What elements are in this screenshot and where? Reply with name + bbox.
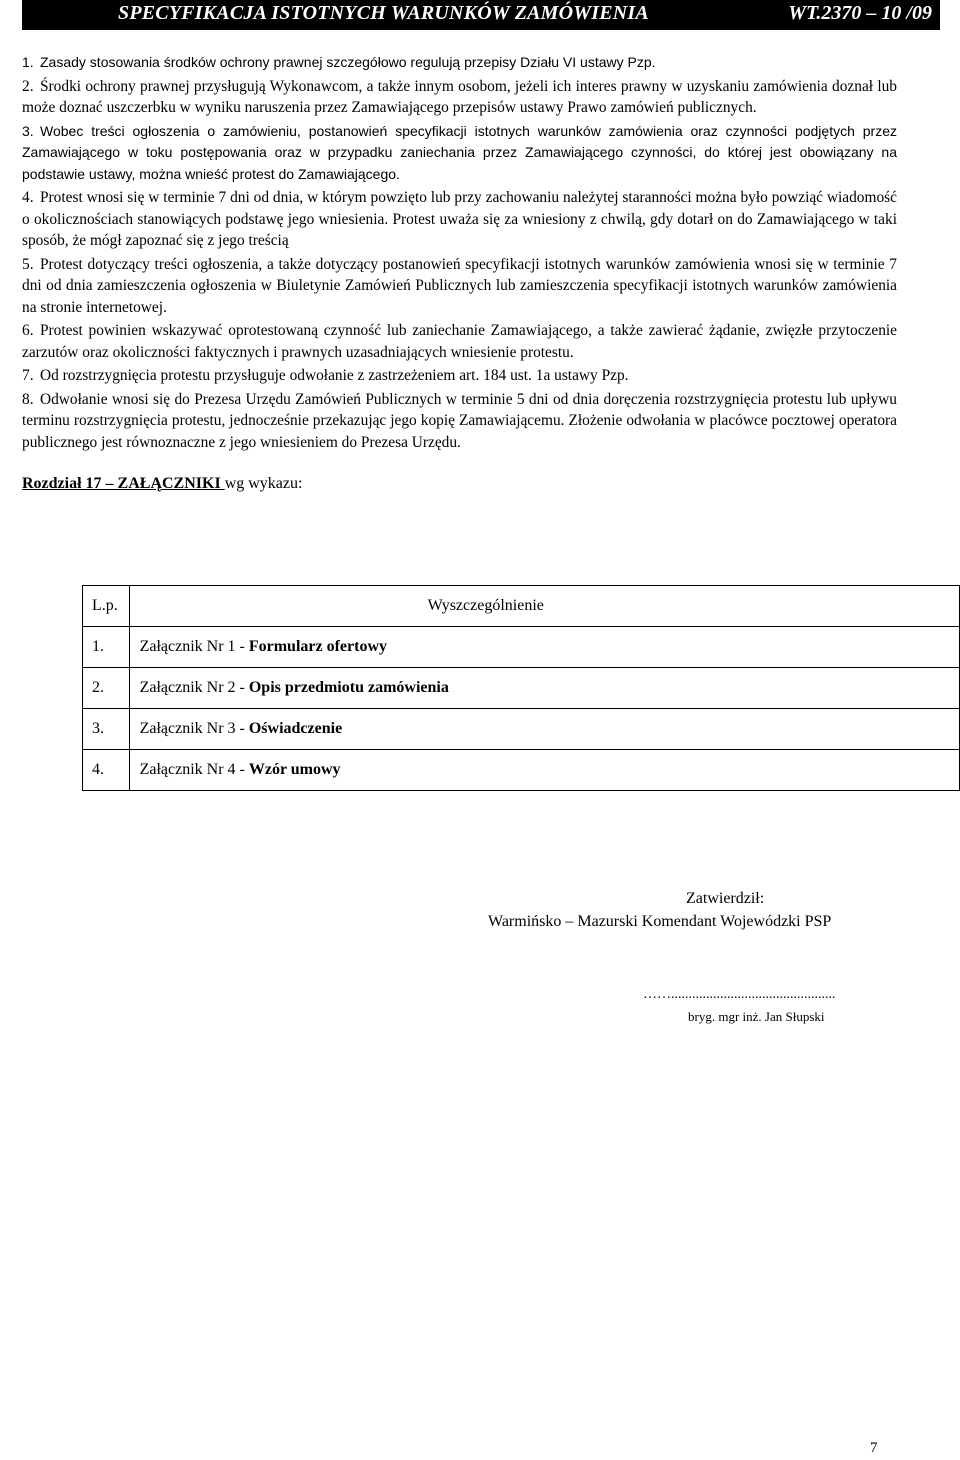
row-description bbox=[129, 668, 959, 709]
signatory-name: bryg. mgr inż. Jan Słupski bbox=[688, 1009, 825, 1024]
row-number: 2. bbox=[83, 668, 130, 709]
list-item bbox=[22, 52, 897, 74]
item-text: Protest wnosi się w terminie 7 dni od dnia, w którym powzięto lub przy zachowaniu należytej staranności można było powziąć wiadomość o okolicznościach stanowiących podstawę jego wniesienia. Protest uważa się za wniesiony z chwilą, gdy dotarł on do Zamawiającego w taki sposób, że mógł zapoznać się z jego treścią bbox=[22, 189, 897, 249]
row-bold: Wzór umowy bbox=[248, 761, 341, 778]
list-item bbox=[22, 121, 897, 186]
list-item bbox=[22, 187, 897, 252]
list-item bbox=[22, 320, 897, 363]
document-header bbox=[22, 0, 940, 30]
document-title: SPECYFIKACJA ISTOTNYCH WARUNKÓW ZAMÓWIENIA bbox=[118, 2, 649, 24]
item-number: 7. bbox=[22, 367, 34, 384]
row-prefix: Załącznik Nr 2 - bbox=[139, 679, 249, 696]
row-prefix: Załącznik Nr 3 - bbox=[139, 720, 249, 737]
list-item bbox=[22, 365, 897, 387]
row-prefix: Załącznik Nr 4 - bbox=[139, 761, 249, 778]
row-number: 4. bbox=[83, 750, 130, 791]
item-text: Protest dotyczący treści ogłoszenia, a także dotyczący postanowień specyfikacji istotnych warunków zamówienia wnosi się w terminie 7 dni od dnia zamieszczenia ogłoszenia w Biuletynie Zamówień Publicznych lub zamieszczenia specyfikacji istotnych warunków zamówienia na stronie internetowej. bbox=[22, 255, 897, 316]
item-text: Środki ochrony prawnej przysługują Wykonawcom, a także innym osobom, jeżeli ich interes prawny w uzyskaniu zamówienia doznał lub może doznać uszczerbku w wyniku naruszenia przez Zamawiającego przepisów ustawy Prawo zamówień publicznych. bbox=[22, 77, 897, 116]
row-bold: Oświadczenie bbox=[248, 720, 343, 737]
item-number: 2. bbox=[22, 77, 34, 95]
item-number: 5. bbox=[22, 255, 34, 273]
item-number: 6. bbox=[22, 322, 34, 339]
header-lp: L.p. bbox=[83, 586, 130, 627]
document-code: WT.2370 – 10 /09 bbox=[788, 2, 932, 24]
item-number: 3. bbox=[22, 122, 34, 139]
section-title: Rozdział 17 – ZAŁĄCZNIKI bbox=[22, 475, 225, 492]
item-number: 1. bbox=[22, 54, 34, 70]
row-prefix: Załącznik Nr 1 - bbox=[139, 638, 249, 655]
item-text: Odwołanie wnosi się do Prezesa Urzędu Zamówień Publicznych w terminie 5 dni od dnia doręczenia rozstrzygnięcia protestu lub upływu terminu rozstrzygnięcia protestu, jednocześnie przekazując jego kopię Zamawiającemu. Złożenie odwołania w placówce pocztowej operatora publicznego jest równoznaczne z jego wniesieniem do Prezesa Urzędu. bbox=[22, 390, 897, 451]
signature-label: Zatwierdził: bbox=[686, 890, 765, 907]
table-row bbox=[83, 750, 960, 791]
item-text: Od rozstrzygnięcia protestu przysługuje odwołanie z zastrzeżeniem art. 184 ust. 1a ustawy Pzp. bbox=[40, 367, 629, 384]
row-number: 3. bbox=[83, 709, 130, 750]
list-item bbox=[22, 76, 897, 119]
header-description: Wyszczególnienie bbox=[129, 586, 959, 627]
item-text: Wobec treści ogłoszenia o zamówieniu, postanowień specyfikacji istotnych warunków zamówienia oraz czynności podjętych przez Zamawiającego w toku postępowania oraz w przypadku zaniechania przez Zamawiającego czynności, do której jest obowiązany na podstawie ustawy, można wnieść protest do Zamawiającego. bbox=[22, 122, 897, 182]
table-row bbox=[83, 709, 960, 750]
attachments-table bbox=[82, 585, 960, 791]
item-number: 4. bbox=[22, 189, 34, 206]
table-row bbox=[83, 668, 960, 709]
list-item bbox=[22, 254, 897, 319]
signature-line: ……............................................... bbox=[643, 987, 836, 1002]
row-description bbox=[129, 627, 959, 668]
item-text: Protest powinien wskazywać oprotestowaną czynność lub zaniechanie Zamawiającego, a także zawierać żądanie, zwięzłe przytoczenie zarzutów oraz okoliczności faktycznych i prawnych uzasadniających wniesienie protestu. bbox=[22, 322, 897, 361]
section-heading bbox=[22, 475, 897, 493]
item-text: Zasady stosowania środków ochrony prawnej szczegółowo regulują przepisy Działu VI ustawy Pzp. bbox=[40, 54, 656, 70]
document-body bbox=[22, 52, 897, 493]
page-number: 7 bbox=[870, 1440, 878, 1456]
row-bold: Formularz ofertowy bbox=[248, 638, 388, 655]
row-description bbox=[129, 709, 959, 750]
list-item bbox=[22, 389, 897, 454]
table-header-row bbox=[83, 586, 960, 627]
signature-organization: Warmińsko – Mazurski Komendant Wojewódzki PSP bbox=[488, 913, 832, 930]
row-bold: Opis przedmiotu zamówienia bbox=[248, 679, 449, 696]
row-number: 1. bbox=[83, 627, 130, 668]
row-description bbox=[129, 750, 959, 791]
section-suffix: wg wykazu: bbox=[224, 475, 303, 492]
table-row bbox=[83, 627, 960, 668]
item-number: 8. bbox=[22, 390, 34, 408]
